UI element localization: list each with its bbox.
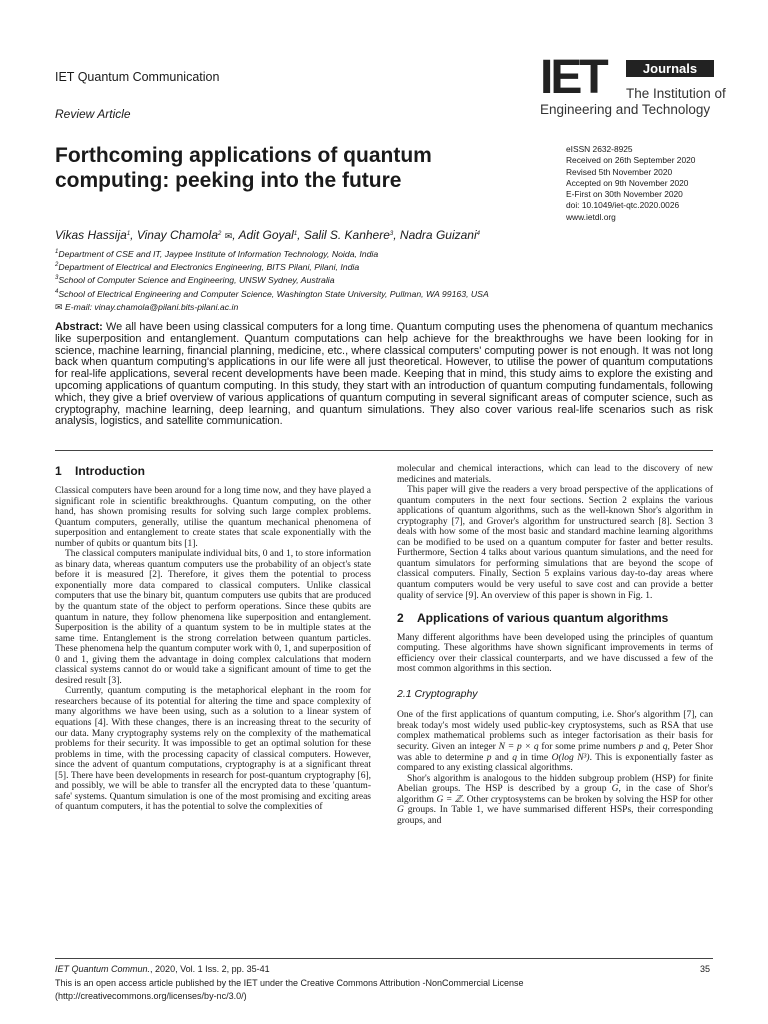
logo-journals-label: Journals bbox=[626, 60, 714, 77]
logo-institution-line2: Engineering and Technology bbox=[540, 102, 711, 117]
accepted-date: Accepted on 9th November 2020 bbox=[566, 177, 689, 188]
eissn: eISSN 2632-8925 bbox=[566, 144, 633, 154]
header-divider bbox=[55, 450, 713, 451]
paragraph: Classical computers have been around for a long time now, and they have played a significant role in scientific breakthroughs. Quantum computing, on the other hand, has shown promising results for solving such large complex problems. Quantum computers, generally, utilise the quantum mechanical phenomena of superposition and entanglement to create states that scale exponentially with the number of qubits or quantum bits [1]. bbox=[55, 486, 371, 549]
received-date: Received on 26th September 2020 bbox=[566, 155, 696, 166]
paragraph: This paper will give the readers a very broad perspective of the applications of quantum computers in the next four sections. Section 2 explains the various applications of quantum algorithms, such as the well-known Shor's algorithm in cryptography [7], and Grover's algorithm for unstructured search [8]. Section 3 deals with how some of the most basic and standard machine learning algorithms can be modified to be used on a quantum computer for faster and better results. Furthermore, Section 4 talks about various quantum simulations, and the need for quantum simulators for performing simulations that are beyond the scope of classical computers. Finally, Section 5 explains various day-to-day areas where quantum computers would be very useful to save cost and can provide a better quality of service [9]. An overview of this paper is shown in Fig. 1. bbox=[397, 485, 713, 601]
affiliation: $^4$School of Electrical Engineering and Computer Science, Washington State University, Pullman, WA 99163, USA bbox=[55, 288, 489, 299]
efirst-date: E-First on 30th November 2020 bbox=[566, 189, 683, 200]
affil-sup: 4 bbox=[476, 231, 480, 237]
left-column bbox=[55, 486, 371, 813]
section-heading: 2 Applications of various quantum algorithms bbox=[397, 611, 669, 626]
affiliation: $^1$Department of CSE and IT, Jaypee Institute of Information Technology, Noida, India bbox=[55, 249, 379, 259]
author-name: Vinay Chamola bbox=[136, 228, 218, 242]
revised-date: Revised 5th November 2020 bbox=[566, 166, 673, 177]
affil-sup: 1 bbox=[126, 231, 131, 237]
journal-name: IET Quantum Communication bbox=[55, 70, 220, 84]
article-type: Review Article bbox=[55, 107, 131, 121]
abstract bbox=[55, 322, 713, 428]
footer-divider bbox=[55, 958, 713, 959]
affiliations bbox=[55, 248, 489, 314]
paragraph: Currently, quantum computing is the metaphorical elephant in the room for researchers because of its potential for altering the time and space complexity of many algorithms we have been using, such as a solution to a linear system of equations [4]. With these changes, there is an increasing threat to the security of our data. Many cryptography systems rely on the complexity of the mathematical problems for their security. It was impossible to get an optimal solution for these problems in time, with the processing capacity of classical computers. However, since the advent of quantum computations, cryptography is at a significant threat [5]. There have been developments in research for post-quantum cryptography [6], and possibly, we will be able to transfer all the encrypted data to these 'quantum-safe' systems. Quantum simulation is one of the most promising and exciting areas of quantum computers, it has the potential to solve the complexities of bbox=[55, 686, 371, 813]
envelope-icon: ✉ bbox=[55, 301, 63, 312]
publication-info bbox=[566, 144, 695, 223]
logo-institution-line1: The Institution of bbox=[626, 86, 726, 101]
website-link[interactable]: www.ietdl.org bbox=[566, 211, 616, 222]
affiliation: $^3$School of Computer Science and Engineering, UNSW Sydney, Australia bbox=[55, 275, 335, 286]
abstract-label: Abstract: bbox=[55, 321, 103, 333]
affil-sup: 1 bbox=[293, 231, 298, 237]
logo-letters: IET bbox=[540, 51, 606, 104]
email-line bbox=[55, 301, 489, 314]
page-number: 35 bbox=[700, 964, 711, 974]
author-name: Nadra Guizani bbox=[399, 228, 477, 242]
license-notice: This is an open access article published by the IET under the Creative Commons Attribution -NonCommercial License (http://creativecommons.org/licenses/by-nc/3.0/) bbox=[55, 977, 695, 1002]
author-name: Vikas Hassija bbox=[55, 228, 127, 242]
affil-sup: 3 bbox=[389, 231, 394, 237]
section-heading: 1 Introduction bbox=[55, 464, 145, 478]
paragraph: One of the first applications of quantum computing, i.e. Shor's algorithm [7], can break today's most widely used public-key cryptosystems, such as RSA that use complex mathematical problems such as integer factorisation as their basis for security. Given an integer N = p × q for some prime numbers p and q, Peter Shor was able to determine p and q in time O(log N³). This is exponentially faster as compared to any existing classical algorithms. bbox=[397, 710, 714, 774]
right-column bbox=[397, 464, 713, 826]
email-address[interactable]: E-mail: vinay.chamola@pilani.bits-pilani.ac.in bbox=[64, 301, 239, 312]
license-link[interactable]: (http://creativecommons.org/licenses/by-nc/3.0/) bbox=[55, 990, 247, 1001]
iet-logo bbox=[540, 51, 726, 122]
abstract-text: We all have been using classical computers for a long time. Quantum computing uses the phenomena of quantum mechanics like superposition and entanglement. Quantum computations can help achieve for the breakthroughs we have been looking for in science, machine learning, financial planning, medicine, etc., where classical computers' computing power is not enough. It was not long back when quantum computing's applications in our life were all just theoretical. However, to utilise the power of quantum computations for real-life applications, several recent developments have been made. Keeping that in mind, this study aims to explore the existing and upcoming applications of quantum computing. In this study, they start with an introduction of quantum computing fundamentals, following which, they give a brief overview of various applications of quantum computing in several significant areas of computer science, such as cryptography, machine learning, deep learning, and quantum simulations. They also cover various real-life scenarios such as risk analysis, logistics, and satellite communication. bbox=[55, 321, 713, 428]
paper-title: Forthcoming applications of quantum computing: peeking into the future bbox=[55, 144, 432, 192]
paragraph: The classical computers manipulate individual bits, 0 and 1, to store information as binary data, whereas quantum computers use the probability of an object's state before it is measured [2]. Therefore, it gives them the potential to process exponentially more data compared to classical computers. Unlike classical computers that use the binary bit, quantum computers use qubits that are produced by the quantum state of the object to perform operations. Since these qubits are quantum in nature, they follow phenomena like superposition and entanglement. Superposition is the ability of a quantum system to be in multiple states at the same time. Entanglement is the strong correlation between quantum particles. These phenomena help the quantum computer work with 0, 1, and superposition of 0 and 1, giving them the advantage in doing complex calculations that modern classical systems cannot do or would take a significant amount of time to get the desired result [3]. bbox=[55, 549, 371, 686]
author-name: Salil S. Kanhere bbox=[303, 228, 390, 242]
author-list: Vikas Hassija$^1$, Vinay Chamola$^2$ ✉, Adit Goyal$^1$, Salil S. Kanhere$^3$, Nadra Guizani$^4$ bbox=[55, 228, 480, 242]
author-name: Adit Goyal bbox=[238, 228, 294, 242]
subsection-heading: 2.1 Cryptography bbox=[397, 687, 478, 700]
doi[interactable]: doi: 10.1049/iet-qtc.2020.0026 bbox=[566, 200, 680, 211]
affiliation: $^2$Department of Electrical and Electronics Engineering, BITS Pilani, Pilani, India bbox=[55, 262, 360, 273]
paragraph: Shor's algorithm is analogous to the hidden subgroup problem (HSP) for finite Abelian groups. The HSP is described by a group G, in the case of Shor's algorithm G = ℤ. Other cryptosystems can be broken by solving the HSP for other G groups. In Table 1, we have summarised different HSPs, their corresponding groups, and bbox=[397, 773, 713, 826]
affil-sup: 2 bbox=[218, 231, 222, 237]
envelope-icon: ✉ bbox=[224, 231, 233, 241]
paragraph: molecular and chemical interactions, which can lead to the discovery of new medicines and materials. bbox=[397, 464, 713, 485]
paragraph: Many different algorithms have been developed using the principles of quantum computing. These algorithms have shown significant improvements in terms of efficiency over their classical counterparts, and we have discussed a few of the most common algorithms in this section. bbox=[397, 632, 713, 675]
footer-citation: IET Quantum Commun., 2020, Vol. 1 Iss. 2, pp. 35-41 bbox=[55, 964, 270, 974]
